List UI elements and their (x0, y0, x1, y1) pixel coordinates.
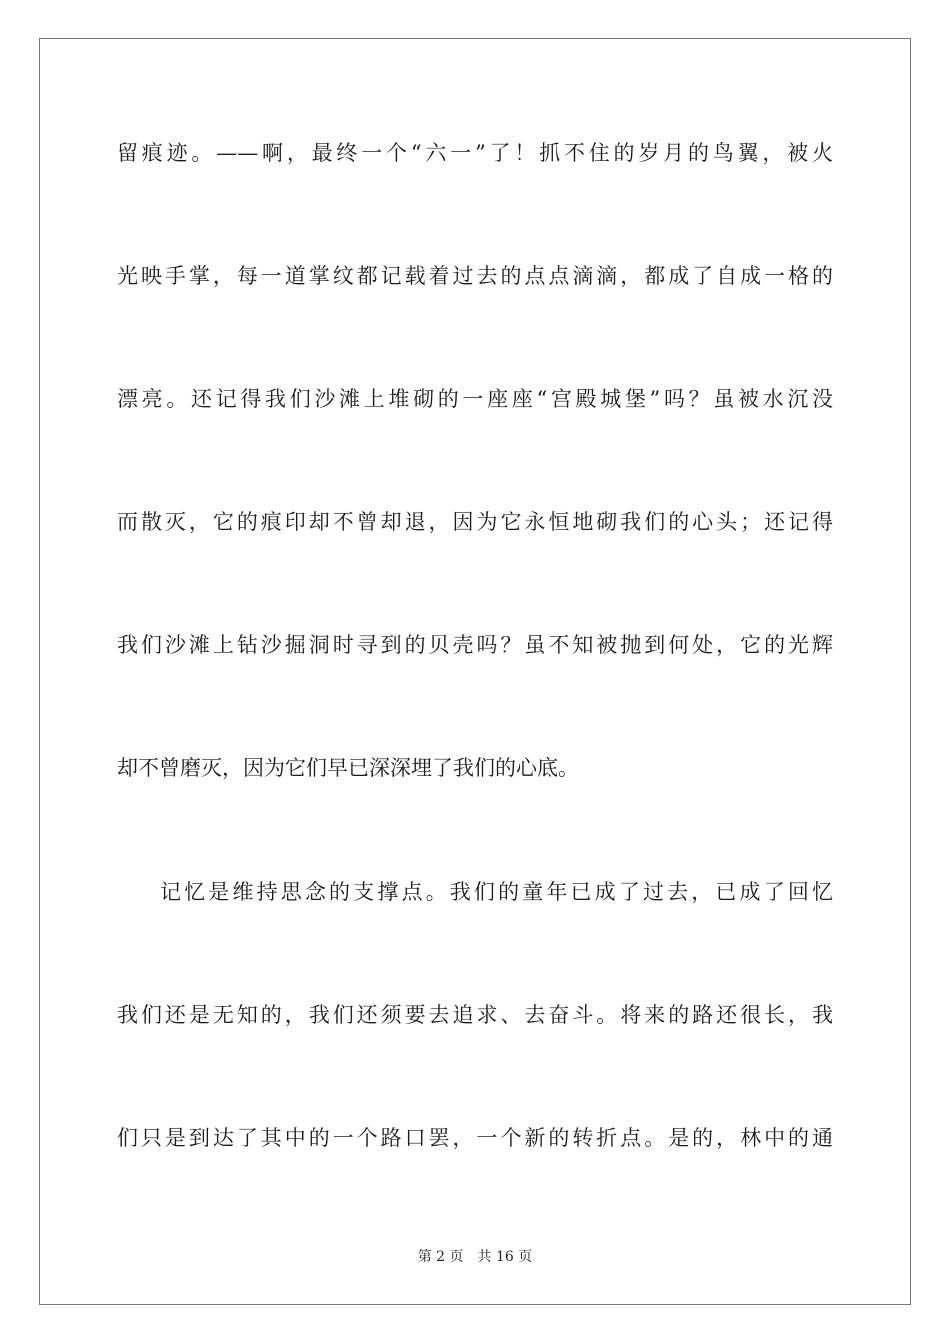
text-line-3: 漂亮。还记得我们沙滩上堆砌的一座座“宫殿城堡”吗？虽被水沉没 (117, 387, 833, 411)
text-line-2: 光映手掌，每一道掌纹都记载着过去的点点滴滴，都成了自成一格的 (117, 264, 833, 288)
text-line-9: 们只是到达了其中的一个路口罢，一个新的转折点。是的，林中的通 (117, 1126, 833, 1150)
page-total: 共 16 页 (477, 1249, 533, 1265)
text-line-1: 留痕迹。——啊，最终一个“六一”了！抓不住的岁月的鸟翼，被火 (117, 141, 833, 165)
page-footer (0, 1248, 950, 1266)
text-line-8: 我们还是无知的，我们还须要去追求、去奋斗。将来的路还很长，我 (117, 1003, 833, 1027)
text-line-4: 而散灭，它的痕印却不曾却退，因为它永恒地砌我们的心头；还记得 (117, 510, 833, 534)
text-line-5: 我们沙滩上钻沙掘洞时寻到的贝壳吗？虽不知被抛到何处，它的光辉 (117, 633, 833, 657)
page-border (39, 38, 911, 1305)
text-line-6: 却不曾磨灭，因为它们早已深深埋了我们的心底。 (117, 756, 579, 780)
page-number: 第 2 页 (417, 1249, 464, 1265)
text-line-7: 记忆是维持思念的支撑点。我们的童年已成了过去，已成了回忆 (160, 880, 833, 904)
